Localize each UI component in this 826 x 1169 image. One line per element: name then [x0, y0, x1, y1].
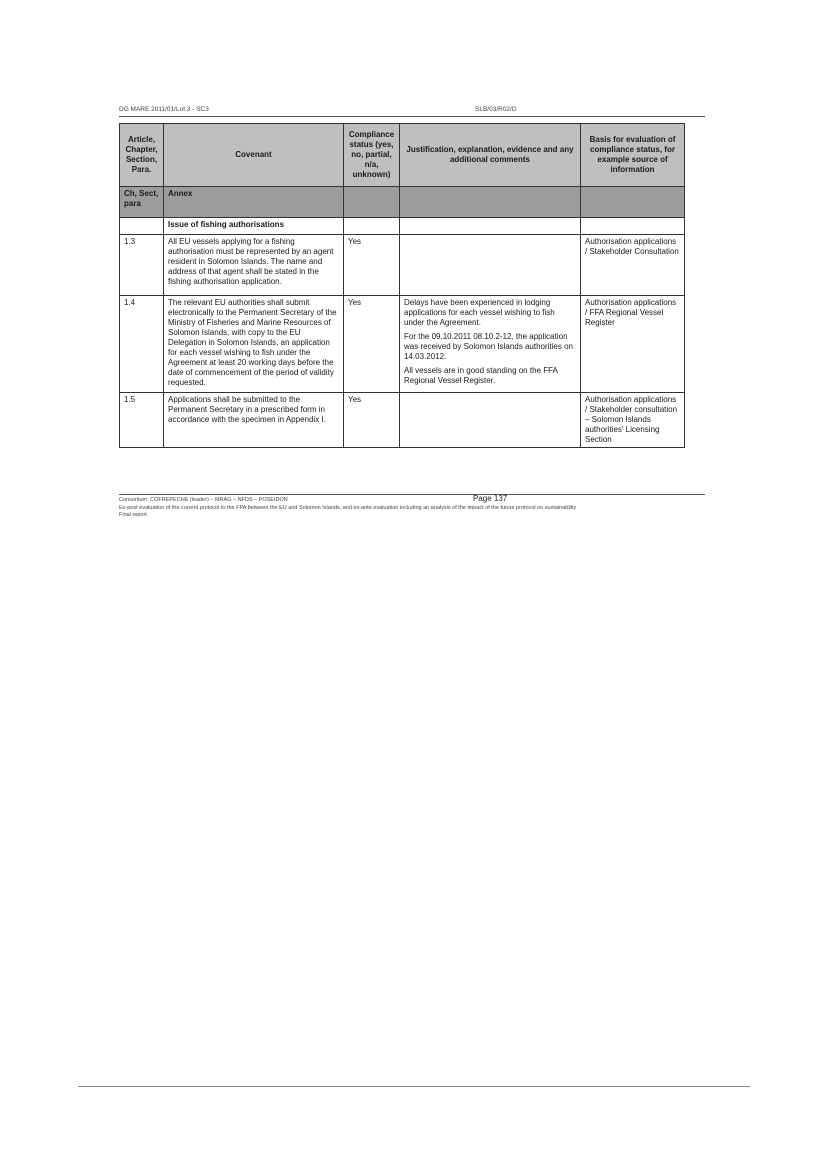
bottom-divider: [78, 1086, 750, 1087]
justification-paragraph: For the 09.10.2011 08.10.2-12, the application was received by Solomon Islands authorities on 14.03.2012.: [404, 332, 573, 361]
table-row: [120, 235, 685, 296]
row-basis: Authorisation applications / Stakeholder Consultation: [581, 235, 685, 296]
row-covenant: All EU vessels applying for a fishing authorisation must be represented by an agent resident in Solomon Islands. The name and address of that agent shall be stated in the fishing authorisation application.: [164, 235, 344, 296]
row-status: Yes: [344, 296, 400, 393]
section-row-annex: [120, 187, 685, 218]
row-ref: 1.5: [120, 393, 164, 448]
justification-paragraph: Delays have been experienced in lodging applications for each vessel wishing to fish under the Agreement.: [404, 298, 555, 327]
section-title: Annex: [164, 187, 344, 218]
row-status: Yes: [344, 235, 400, 296]
row-ref: 1.4: [120, 296, 164, 393]
row-basis: Authorisation applications / Stakeholder consultation – Solomon Islands authorities' Licensing Section: [581, 393, 685, 448]
column-header-article: Article, Chapter, Section, Para.: [120, 124, 164, 187]
page-header: [119, 106, 705, 117]
row-justification: [400, 235, 581, 296]
section-ref: Ch, Sect, para: [120, 187, 164, 218]
subheading-title: Issue of fishing authorisations: [164, 218, 344, 235]
subheading-empty-cell: [400, 218, 581, 235]
row-justification: [400, 296, 581, 393]
row-status: Yes: [344, 393, 400, 448]
row-ref: 1.3: [120, 235, 164, 296]
header-document-code: SLB/03/R02/D: [475, 106, 517, 113]
row-covenant: Applications shall be submitted to the Permanent Secretary in a prescribed form in accordance with the specimen in Appendix I.: [164, 393, 344, 448]
subheading-empty-cell: [581, 218, 685, 235]
column-header-compliance-status: Compliance status (yes, no, partial, n/a, unknown): [344, 124, 400, 187]
section-empty-cell: [581, 187, 685, 218]
section-empty-cell: [400, 187, 581, 218]
justification-paragraph: All vessels are in good standing on the FFA Regional Vessel Register.: [404, 366, 558, 385]
row-justification: [400, 393, 581, 448]
subheading-row: [120, 218, 685, 235]
row-covenant: The relevant EU authorities shall submit electronically to the Permanent Secretary of the Ministry of Fisheries and Marine Resources of Solomon Islands, with copy to the EU Delegation in Solomon Islands, an application for each vessel wishing to fish under the Agreement at least 20 working days before the date of commencement of the period of validity requested.: [164, 296, 344, 393]
footer-description: Ex-post evaluation of the current protocol to the FPA between the EU and Solomon Islands, and ex-ante evaluation including an analysis of the impact of the future protocol on sustainability: [119, 505, 577, 511]
footer-report-type: Final report: [119, 512, 147, 518]
compliance-table: [119, 123, 685, 448]
table-header-row: [120, 124, 685, 187]
footer-consortium: Consortium: COFREPECHE (leader) – MRAG – NFDS – POSEIDON: [119, 497, 288, 503]
subheading-empty-cell: [120, 218, 164, 235]
subheading-empty-cell: [344, 218, 400, 235]
table-row: [120, 296, 685, 393]
row-basis: Authorisation applications / FFA Regional Vessel Register: [581, 296, 685, 393]
column-header-covenant: Covenant: [164, 124, 344, 187]
table-row: [120, 393, 685, 448]
page-footer: [119, 494, 705, 519]
section-empty-cell: [344, 187, 400, 218]
page-number: Page 137: [473, 494, 508, 503]
column-header-basis: Basis for evaluation of compliance status, for example source of information: [581, 124, 685, 187]
header-reference: DG MARE 2011/01/Lot 3 - SC3: [119, 106, 209, 113]
column-header-justification: Justification, explanation, evidence and any additional comments: [400, 124, 581, 187]
